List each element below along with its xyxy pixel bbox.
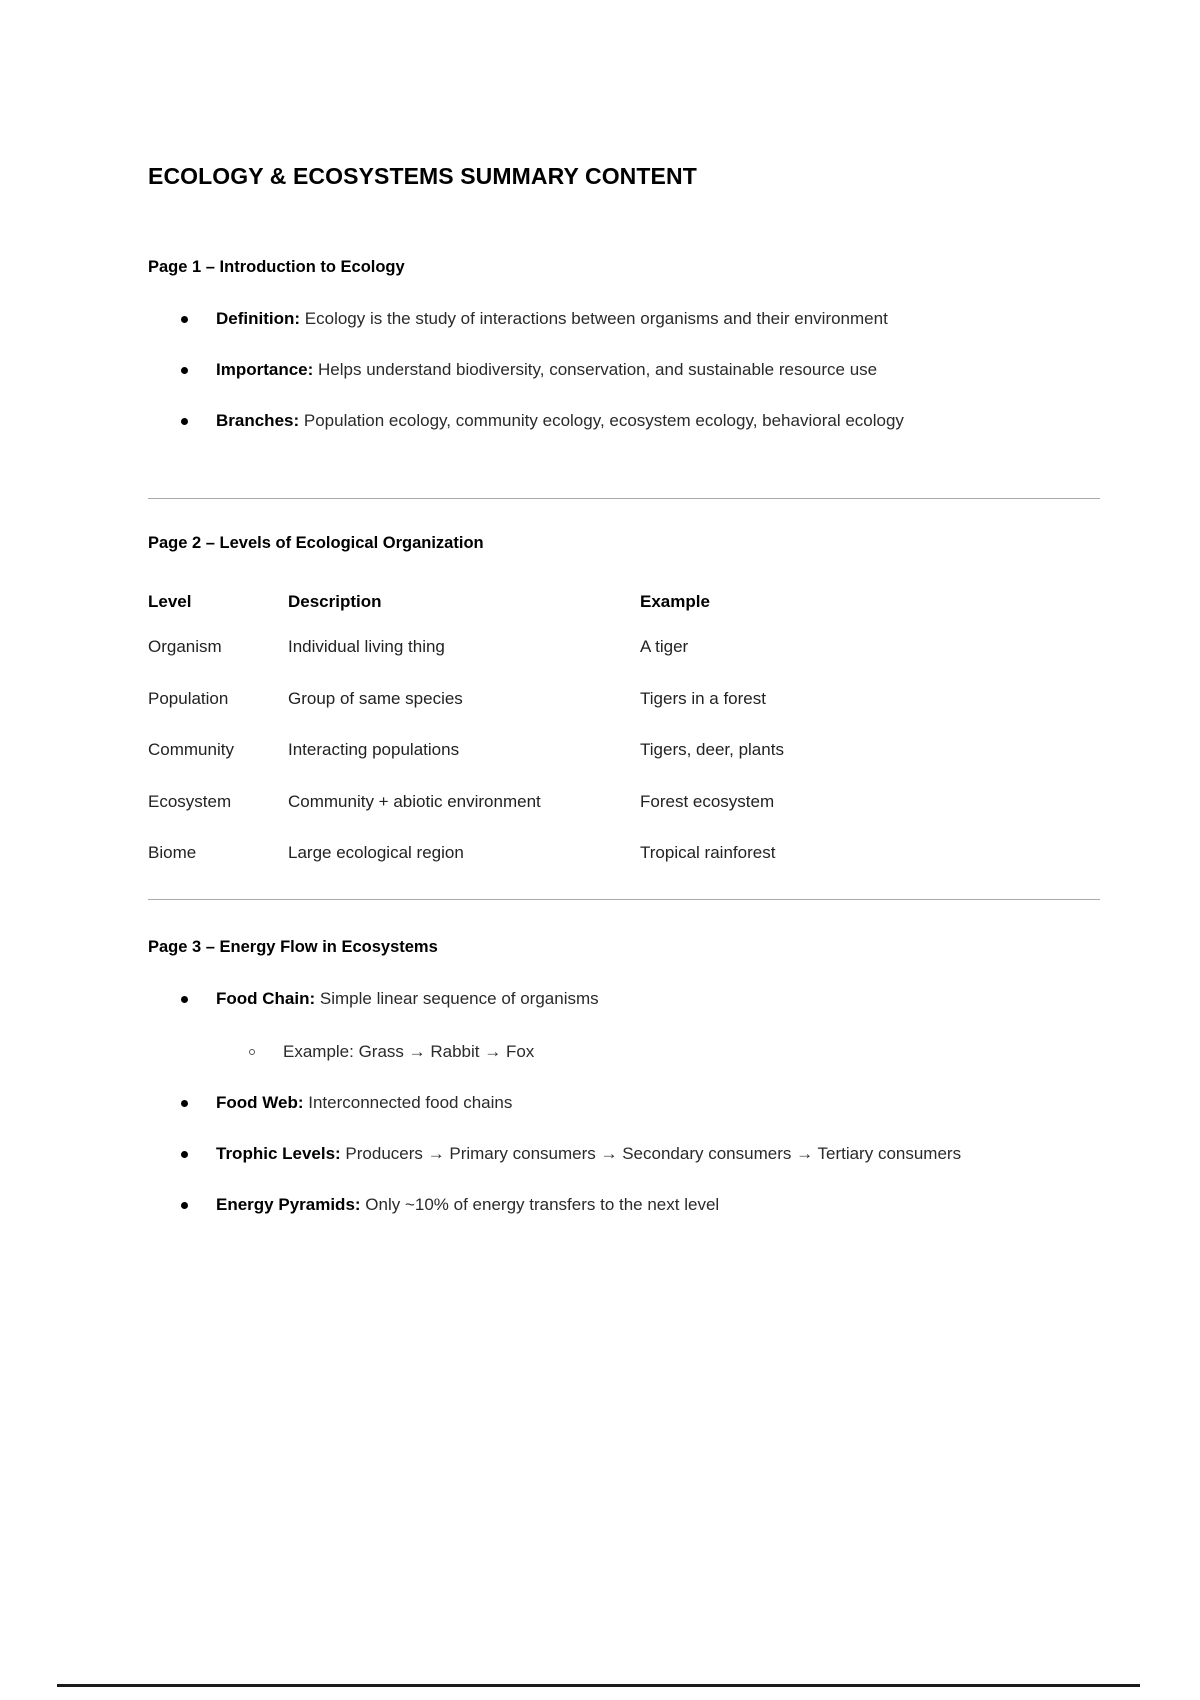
bullet-text: Ecology is the study of interactions between organisms and their environment xyxy=(300,309,888,329)
cell-example: Tigers in a forest xyxy=(640,688,766,708)
bullet-dot-icon xyxy=(181,367,188,374)
bullet-dot-icon xyxy=(181,316,188,323)
cell-level: Biome xyxy=(148,843,197,863)
section-heading-page-2: Page 2 – Levels of Ecological Organization xyxy=(148,533,484,552)
sub-list-item xyxy=(148,1039,1100,1066)
bullet-lead: Food Chain: xyxy=(216,989,316,1009)
bullet-lead: Food Web: xyxy=(216,1092,304,1112)
section-heading-page-1: Page 1 – Introduction to Ecology xyxy=(148,257,405,276)
sub-bullet-text: Example: Grass → Rabbit → Fox xyxy=(283,1042,535,1061)
section-divider xyxy=(148,498,1100,499)
levels-table-wrapper xyxy=(148,592,1100,866)
table-row xyxy=(148,789,1100,841)
bullet-circle-icon xyxy=(249,1049,255,1055)
cell-level: Ecosystem xyxy=(148,791,232,811)
column-header-description: Description xyxy=(288,592,382,612)
bullet-text: Population ecology, community ecology, ecosystem ecology, behavioral ecology xyxy=(299,410,904,430)
cell-description: Community + abiotic environment xyxy=(288,791,541,811)
bullet-list-page-3 xyxy=(148,986,1100,1218)
bullet-lead: Definition: xyxy=(216,309,301,329)
levels-table xyxy=(148,592,1100,866)
cell-example: Tropical rainforest xyxy=(640,843,776,863)
bullet-lead: Importance: xyxy=(216,360,314,380)
section-heading-page-3: Page 3 – Energy Flow in Ecosystems xyxy=(148,937,438,956)
table-row xyxy=(148,634,1100,686)
bullet-dot-icon xyxy=(181,1100,188,1107)
table-header xyxy=(148,592,1100,634)
cell-level: Population xyxy=(148,688,229,708)
list-item xyxy=(148,1090,1100,1117)
footer-rule xyxy=(57,1684,1140,1687)
cell-example: A tiger xyxy=(640,637,689,657)
bullet-text: Producers → Primary consumers → Secondary consumers → Tertiary consumers xyxy=(340,1143,962,1163)
table-body xyxy=(148,634,1100,866)
list-item xyxy=(148,306,1100,333)
table-header-row xyxy=(148,592,1100,634)
table-row xyxy=(148,686,1100,738)
cell-description: Large ecological region xyxy=(288,843,464,863)
section-divider xyxy=(148,899,1100,900)
cell-example: Tigers, deer, plants xyxy=(640,740,784,760)
cell-level: Organism xyxy=(148,637,222,657)
bullet-text: Only ~10% of energy transfers to the next level xyxy=(360,1194,720,1214)
list-item xyxy=(148,408,1100,435)
column-header-example: Example xyxy=(640,592,710,612)
bullet-dot-icon xyxy=(181,996,188,1003)
bullet-lead: Branches: xyxy=(216,410,300,430)
bullet-dot-icon xyxy=(181,1151,188,1158)
bullet-text: Interconnected food chains xyxy=(303,1092,513,1112)
column-header-level: Level xyxy=(148,592,192,612)
list-item xyxy=(148,1141,1100,1168)
cell-example: Forest ecosystem xyxy=(640,791,775,811)
list-item xyxy=(148,357,1100,384)
page-title: ECOLOGY & ECOSYSTEMS SUMMARY CONTENT xyxy=(148,163,697,189)
document-content xyxy=(148,0,1100,1218)
bullet-text: Helps understand biodiversity, conservation, and sustainable resource use xyxy=(313,360,878,380)
cell-level: Community xyxy=(148,740,234,760)
cell-description: Individual living thing xyxy=(288,637,445,657)
table-row xyxy=(148,737,1100,789)
bullet-dot-icon xyxy=(181,418,188,425)
bullet-dot-icon xyxy=(181,1202,188,1209)
list-item xyxy=(148,986,1100,1013)
bullet-text: Simple linear sequence of organisms xyxy=(315,989,599,1009)
bullet-lead: Trophic Levels: xyxy=(216,1143,341,1163)
bullet-lead: Energy Pyramids: xyxy=(216,1194,361,1214)
table-row xyxy=(148,840,1100,866)
cell-description: Interacting populations xyxy=(288,740,460,760)
cell-description: Group of same species xyxy=(288,688,463,708)
bullet-list-page-1 xyxy=(148,306,1100,435)
list-item xyxy=(148,1192,1100,1219)
